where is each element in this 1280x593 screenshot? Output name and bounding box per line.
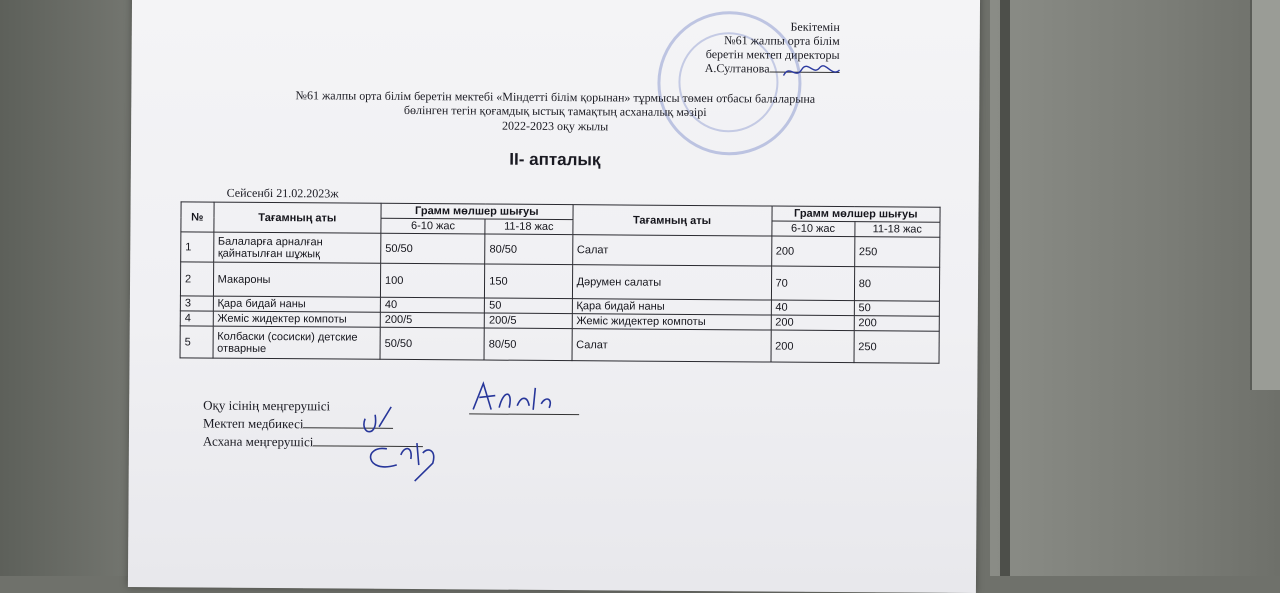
col-number: № xyxy=(181,202,214,232)
row-number: 3 xyxy=(180,296,213,311)
approval-title: Бекітемін xyxy=(790,19,840,34)
signature-line-canteen: Асхана меңгерушісі xyxy=(203,434,424,452)
row-dish: Жеміс жидектер компоты xyxy=(213,311,380,327)
table-row xyxy=(180,262,939,301)
row-g4: 250 xyxy=(854,237,940,268)
row-g2: 50 xyxy=(485,298,572,314)
signature-line-head-teacher: Оқу ісінің меңгерушісі xyxy=(203,397,331,414)
nurse-canteen-signature xyxy=(357,405,458,486)
row-g2: 200/5 xyxy=(484,313,571,329)
row-g1: 100 xyxy=(380,263,484,298)
row-dish: Балаларға арналған қайнатылған шұжық xyxy=(213,232,381,263)
age-6-10-2: 6-10 жас xyxy=(771,221,854,237)
row-dish-2: Салат xyxy=(572,235,771,266)
row-dish: Колбаски (сосиски) детские отварные xyxy=(213,326,381,359)
metal-frame xyxy=(1250,0,1280,390)
row-dish-2: Салат xyxy=(572,329,771,362)
row-dish-2: Жеміс жидектер компоты xyxy=(572,314,771,330)
row-number: 1 xyxy=(181,232,214,262)
row-g1: 40 xyxy=(380,297,484,313)
table-row xyxy=(180,326,939,363)
header-line-2: бөлінген тегін қоғамдық ыстық тамақтың асханалық мәзірі xyxy=(403,102,707,120)
header-line-3: 2022-2023 оқу жылы xyxy=(501,118,609,134)
approval-school: №61 жалпы орта білім xyxy=(724,33,840,48)
row-dish: Макароны xyxy=(213,262,381,297)
row-dish: Қара бидай наны xyxy=(213,296,380,312)
date-line: Сейсенбі 21.02.2023ж xyxy=(226,185,339,201)
row-dish-2: Дәрумен салаты xyxy=(572,265,771,300)
col-grams-2: Грамм мөлшер шығуы xyxy=(772,206,941,222)
row-g3: 70 xyxy=(771,266,854,301)
signature-line-nurse: Мектеп медбикесі xyxy=(203,416,394,433)
approval-name: А.Султанова xyxy=(705,61,840,76)
age-11-18: 11-18 жас xyxy=(485,219,572,235)
desk-background-right xyxy=(990,0,1280,576)
week-title: ІІ- апталық xyxy=(509,149,601,170)
metal-rail xyxy=(1000,0,1010,576)
row-g1: 50/50 xyxy=(381,233,485,264)
row-g1: 200/5 xyxy=(380,312,484,328)
director-signature xyxy=(781,62,841,82)
row-g3: 200 xyxy=(771,236,854,267)
menu-table xyxy=(180,201,941,363)
row-number: 2 xyxy=(180,262,213,296)
approval-role: беретін мектеп директоры xyxy=(705,47,840,62)
row-g4: 250 xyxy=(854,331,940,364)
menu-document xyxy=(128,0,980,593)
row-g1: 50/50 xyxy=(380,327,484,360)
row-g3: 200 xyxy=(771,330,854,363)
row-dish-2: Қара бидай наны xyxy=(572,299,771,315)
row-g3: 40 xyxy=(771,300,854,316)
row-g4: 50 xyxy=(854,301,939,317)
head-teacher-signature xyxy=(469,379,579,420)
age-6-10: 6-10 жас xyxy=(381,218,485,234)
row-g2: 80/50 xyxy=(484,328,572,361)
row-number: 5 xyxy=(180,326,213,358)
row-g3: 200 xyxy=(771,315,854,331)
row-g2: 150 xyxy=(485,264,573,299)
age-11-18-2: 11-18 жас xyxy=(855,222,940,238)
col-dish: Тағамның аты xyxy=(214,202,382,233)
header-line-1: №61 жалпы орта білім беретін мектебі «Міндетті білім қорынан» тұрмысы төмен отбасы балаларына xyxy=(295,88,816,106)
col-dish-2: Тағамның аты xyxy=(572,205,771,236)
row-g2: 80/50 xyxy=(485,234,573,265)
row-g4: 80 xyxy=(854,267,940,302)
row-number: 4 xyxy=(180,311,213,326)
row-g4: 200 xyxy=(854,316,939,332)
col-grams: Грамм мөлшер шығуы xyxy=(381,203,573,219)
